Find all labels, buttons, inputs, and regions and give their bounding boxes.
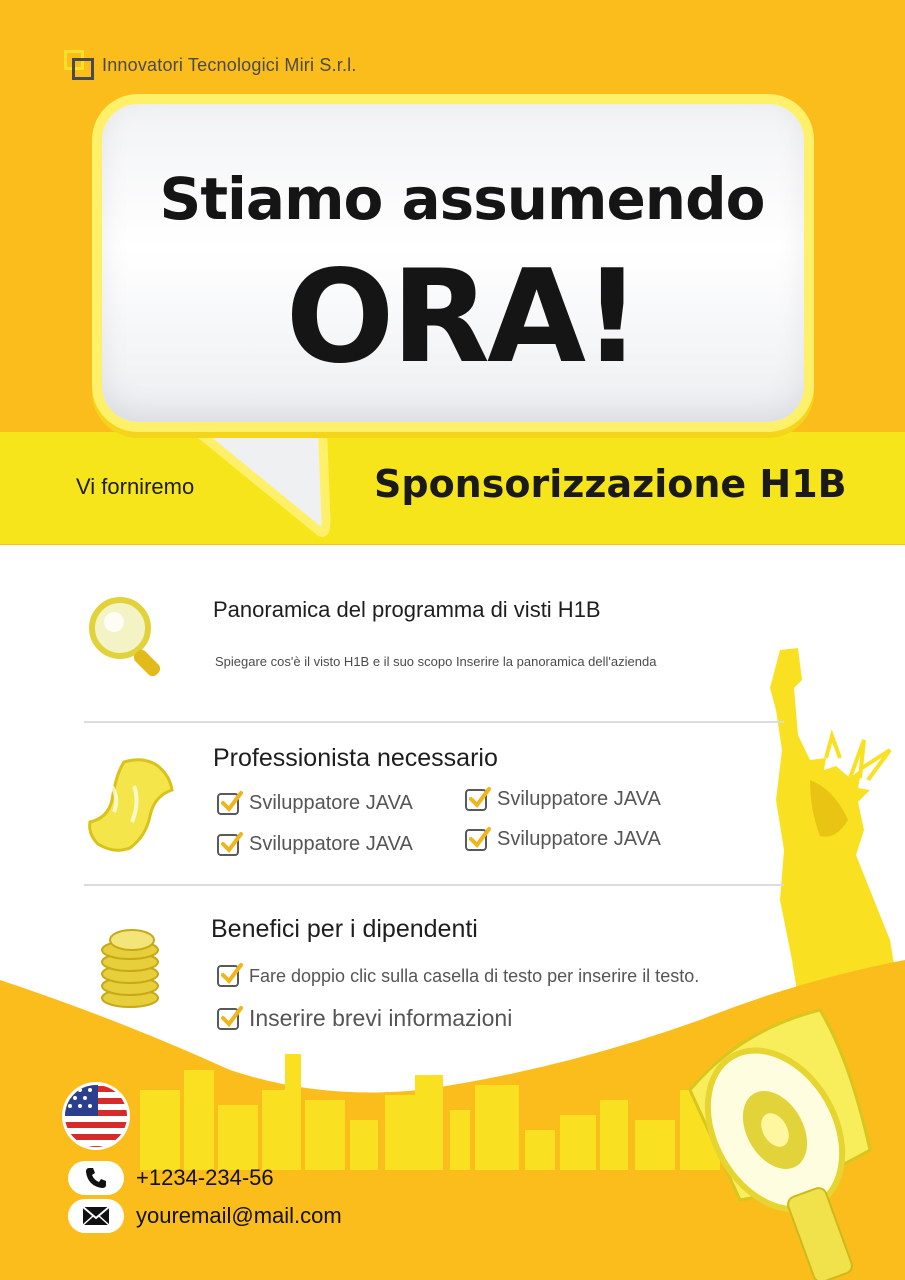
headline: Stiamo assumendo [159, 165, 765, 233]
megaphone-icon [650, 1000, 905, 1280]
email-address[interactable]: youremail@mail.com [136, 1203, 342, 1228]
overview-description: Spiegare cos'è il visto H1B e il suo scopo Inserire la panoramica dell'azienda [215, 654, 657, 669]
professional-item-label: Sviluppatore JAVA [497, 828, 661, 850]
company-logo [64, 50, 357, 80]
professional-title: Professionista necessario [213, 744, 498, 772]
phone-icon [68, 1161, 124, 1195]
coins-icon [98, 928, 162, 1010]
benefit-item-label: Fare doppio clic sulla casella di testo per inserire il testo. [249, 965, 700, 986]
benefit-item [217, 1005, 512, 1032]
professional-item [217, 792, 413, 815]
phone-number[interactable]: +1234-234-56 [136, 1165, 274, 1190]
headline-now: ORA! [285, 243, 639, 392]
professional-item [217, 833, 413, 856]
mail-icon [68, 1199, 124, 1233]
benefit-item-label: Inserire brevi informazioni [249, 1005, 513, 1031]
us-flag-icon [62, 1082, 130, 1150]
phone-contact [68, 1161, 274, 1195]
scroll-icon [84, 756, 180, 854]
professional-item [465, 828, 661, 851]
benefits-title: Benefici per i dipendenti [211, 915, 478, 943]
professional-item-label: Sviluppatore JAVA [249, 792, 413, 814]
checkbox[interactable] [465, 789, 487, 811]
divider-1 [84, 721, 784, 723]
email-contact [68, 1199, 342, 1233]
professional-item-label: Sviluppatore JAVA [497, 788, 661, 810]
professional-item [465, 788, 661, 811]
sponsorship-title: Sponsorizzazione H1B [374, 462, 847, 506]
overview-title: Panoramica del programma di visti H1B [213, 597, 601, 622]
checkbox[interactable] [217, 834, 239, 856]
checkbox[interactable] [465, 829, 487, 851]
checkbox[interactable] [217, 1008, 239, 1030]
provide-label: Vi forniremo [76, 474, 195, 499]
company-name: Innovatori Tecnologici Miri S.r.l. [102, 54, 357, 75]
logo-squares-icon [64, 50, 94, 80]
divider-2 [84, 884, 784, 886]
checkbox[interactable] [217, 793, 239, 815]
magnifier-icon [86, 596, 178, 680]
professional-item-label: Sviluppatore JAVA [249, 833, 413, 855]
checkbox[interactable] [217, 965, 239, 987]
benefit-item [217, 965, 699, 987]
